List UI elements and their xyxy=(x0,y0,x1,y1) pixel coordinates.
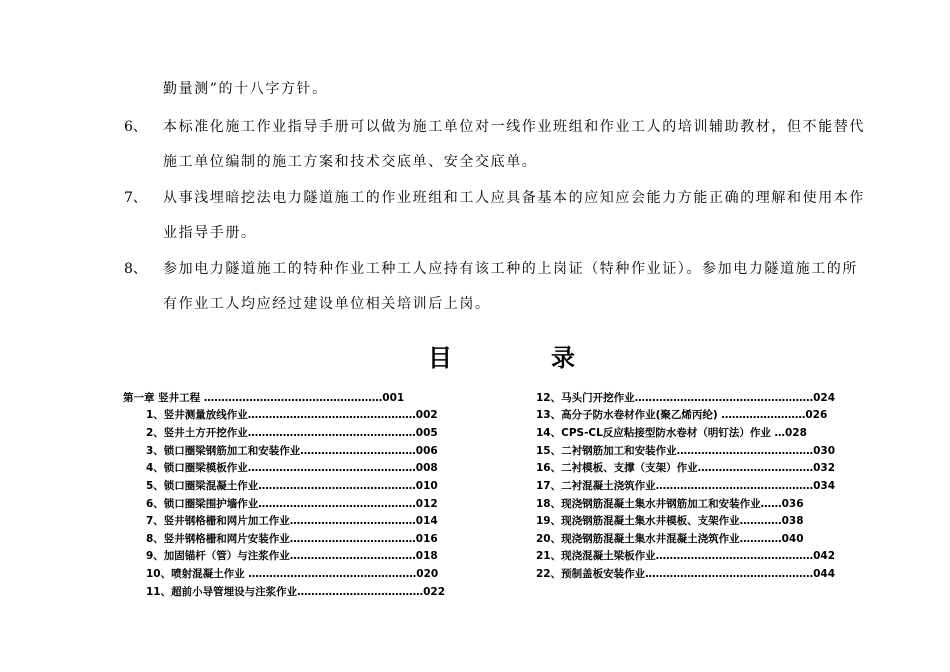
intro-line: 勤量测”的十八字方针。 xyxy=(163,81,328,97)
item-line: 有作业工人均应经过建设单位相关培训后上岗。 xyxy=(163,296,491,312)
toc-entry: 9、加固锚杆（管）与注浆作业………………………………018 xyxy=(146,550,438,562)
toc-title-left: 目 xyxy=(428,344,452,372)
toc-entry: 17、二衬混凝土浇筑作业………………………………………034 xyxy=(536,480,836,492)
toc-entry: 3、锁口圈梁钢筋加工和安装作业……………………………006 xyxy=(146,445,438,457)
toc-entry: 22、预制盖板安装作业…………………………………………044 xyxy=(536,568,836,580)
toc-title-right: 录 xyxy=(551,344,575,372)
toc-entry: 15、二衬钢筋加工和安装作业…………………………………030 xyxy=(536,445,836,457)
toc-entry: 第一章 竖井工程 ……………………………………………001 xyxy=(123,392,405,404)
toc-entry: 5、锁口圈梁混凝土作业………………………………………010 xyxy=(146,480,438,492)
item-line: 参加电力隧道施工的特种作业工种工人应持有该工种的上岗证（特种作业证）。参加电力隧道施工的所 xyxy=(163,261,858,277)
item-line: 从事浅埋暗挖法电力隧道施工的作业班组和工人应具备基本的应知应会能力方能正确的理解和使用本作 xyxy=(163,190,865,206)
toc-entry: 10、喷射混凝土作业 …………………………………………020 xyxy=(146,568,439,580)
toc-entry: 7、竖井钢格栅和网片加工作业………………………………014 xyxy=(146,515,438,527)
toc-entry: 11、超前小导管埋设与注浆作业………………………………022 xyxy=(146,586,446,598)
toc-entry: 1、竖井测量放线作业…………………………………………002 xyxy=(146,409,438,421)
toc-entry: 6、锁口圈梁围护墙作业………………………………………012 xyxy=(146,498,438,510)
item-line: 业指导手册。 xyxy=(163,225,257,241)
item-line: 施工单位编制的施工方案和技术交底单、安全交底单。 xyxy=(163,154,538,170)
toc-entry: 18、现浇钢筋混凝土集水井钢筋加工和安装作业……036 xyxy=(536,498,804,510)
toc-entry: 4、锁口圈梁模板作业…………………………………………008 xyxy=(146,462,438,474)
toc-entry: 21、现浇混凝土梁板作业………………………………………042 xyxy=(536,550,836,562)
toc-entry: 19、现浇钢筋混凝土集水井模板、支架作业…………038 xyxy=(536,515,804,527)
toc-entry: 16、二衬模板、支撑（支架）作业……………………………032 xyxy=(536,462,836,474)
toc-entry: 12、马头门开挖作业……………………………………………024 xyxy=(536,392,836,404)
item-number: 8、 xyxy=(124,261,147,277)
item-number: 7、 xyxy=(124,190,147,206)
item-line: 本标准化施工作业指导手册可以做为施工单位对一线作业班组和作业工人的培训辅助教材，但不能替代 xyxy=(163,119,865,135)
toc-entry: 13、高分子防水卷材作业(聚乙烯丙纶) ……………………026 xyxy=(536,409,828,421)
toc-entry: 14、CPS-CL反应粘接型防水卷材（明钉法）作业 …028 xyxy=(536,427,807,439)
item-number: 6、 xyxy=(124,119,147,135)
toc-entry: 20、现浇钢筋混凝土集水井混凝土浇筑作业…………040 xyxy=(536,533,804,545)
toc-entry: 2、竖井土方开挖作业…………………………………………005 xyxy=(146,427,438,439)
toc-entry: 8、竖井钢格栅和网片安装作业………………………………016 xyxy=(146,533,438,545)
